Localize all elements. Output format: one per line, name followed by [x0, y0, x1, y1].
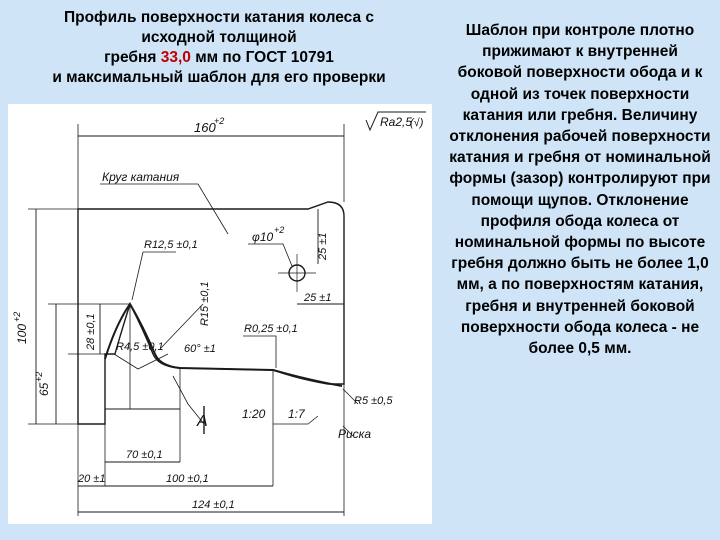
dim-top-tol: +2: [214, 116, 225, 126]
technical-drawing: [8, 104, 432, 524]
dim-25-horizontal: 25 ±1: [304, 292, 332, 304]
label-hole-dia: φ10: [252, 230, 274, 244]
label-100-vertical-tol: +2: [12, 311, 22, 322]
dim-100-horizontal: 100 ±0,1: [166, 473, 209, 485]
template-outline: [78, 202, 344, 424]
label-r15: R15 ±0,1: [199, 281, 211, 326]
label-65-vertical-tol: +2: [34, 371, 44, 382]
dim-25-vertical: 25 ±1: [317, 232, 329, 260]
label-slope-7: 1:7: [288, 407, 305, 421]
title-line-4: и максимальный шаблон для его проверки: [52, 69, 386, 86]
dim-20: 20 ±1: [78, 473, 106, 485]
title-line-3: [14, 48, 424, 68]
label-65-vertical: 65: [37, 382, 51, 396]
label-28: 28 ±0,1: [85, 313, 97, 350]
title-line-3-prefix: гребня: [104, 49, 161, 66]
label-100-vertical: 100: [15, 323, 29, 344]
label-r4-5: R4,5 ±0,1: [116, 341, 164, 353]
label-slope-20: 1:20: [242, 407, 266, 421]
label-r5: R5 ±0,5: [354, 395, 393, 407]
roughness-label: Ra2,5: [380, 115, 413, 129]
dim-top: 160: [194, 120, 216, 135]
label-angle: 60° ±1: [184, 343, 216, 355]
title-line-1: Профиль поверхности катания колеса с: [63, 9, 375, 26]
title-line-3-suffix: мм по ГОСТ 10791: [190, 49, 334, 66]
slide-title: [14, 8, 424, 88]
label-r0-25: R0,25 ±0,1: [244, 323, 298, 335]
description-text: Шаблон при контроле плотно прижимают к внутренней боковой поверхности обода и к одной из точек поверхности катания или гребня. Величину отклонения рабочей поверхности катания и гребня от номинальной формы (зазор) контролируют при помощи щупов. Отклонение профиля обода колеса от номинальной формы по высоте гребня должно быть не более 1,0 мм, а по поверхностям катания, гребня и внутренней боковой поверхности обода колеса - не более 0,5 мм.: [449, 22, 711, 358]
dim-70: 70 ±0,1: [126, 449, 163, 461]
dim-124: 124 ±0,1: [192, 499, 235, 511]
label-section-a: A: [197, 413, 208, 430]
label-r12-5: R12,5 ±0,1: [144, 239, 198, 251]
label-mark: Риска: [338, 427, 372, 441]
label-hole-tol: +2: [274, 225, 285, 235]
flange-thickness-value: 33,0: [160, 49, 191, 66]
label-rolling-circle: Круг катания: [102, 170, 180, 184]
title-line-2: исходной толщиной: [141, 29, 297, 46]
wheel-profile-drawing: [8, 104, 432, 524]
roughness-suffix: (√): [410, 117, 424, 129]
